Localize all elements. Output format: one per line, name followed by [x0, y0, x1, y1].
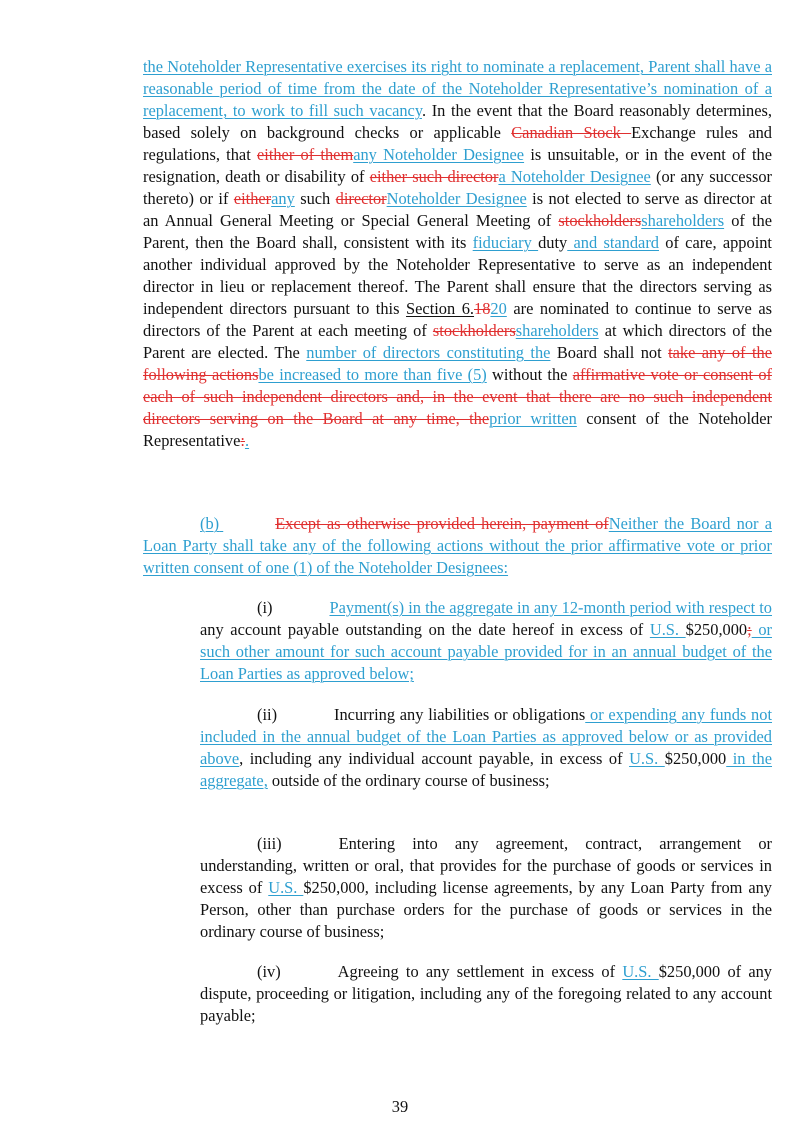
body-text: Exchange rules and regulations, that: [143, 123, 773, 164]
body-text: $250,000 of any dispute, proceeding or litigation, including any of the foregoing related to any account payable;: [200, 962, 773, 1025]
inserted-text: in the aggregate,: [200, 749, 773, 790]
body-text: (or any successor thereto) or if: [143, 167, 772, 208]
inserted-text: Neither the Board nor a Loan Party shall take any of the following actions without the prior affirmative vote or prior written consent of one (1) of the Noteholder Designees:: [143, 514, 772, 577]
inserted-text: or expending any funds not included in the annual budget of the Loan Parties as approved below or as provided above: [200, 705, 773, 768]
inserted-text: shareholders: [641, 211, 725, 230]
body-text: is not elected to serve as director at an Annual General Meeting or Special General Meeting of: [143, 189, 772, 230]
deleted-text: either of them: [256, 145, 354, 164]
paragraph-label: (b): [200, 514, 220, 533]
body-text: duty: [538, 233, 568, 252]
deleted-text: :: [240, 431, 245, 450]
deleted-text: either: [233, 189, 272, 208]
body-text: $250,000: [664, 749, 727, 768]
page-number: 39: [391, 1097, 409, 1116]
deleted-text: either such director: [369, 167, 499, 186]
inserted-text: U.S.: [622, 962, 659, 981]
body-text: such: [294, 189, 336, 208]
body-text: , including any individual account payable, in excess of: [239, 749, 630, 768]
body-text: Entering into any agreement, contract, arrangement or understanding, written or oral, that provides for the purchase of goods or services in excess of: [200, 834, 772, 897]
inserted-text: shareholders: [515, 321, 599, 340]
item-label: (iii): [257, 834, 282, 853]
body-text: Incurring any liabilities or obligations: [334, 705, 586, 724]
body-text: Agreeing to any settlement in excess of: [337, 962, 623, 981]
inserted-text: 20: [490, 299, 507, 318]
body-text: $250,000: [685, 620, 748, 639]
item-label: (iv): [257, 962, 281, 981]
item-iii: [200, 833, 772, 943]
inserted-text: U.S.: [649, 620, 686, 639]
item-iv: [200, 961, 772, 1027]
body-text: Board shall not: [550, 343, 669, 362]
inserted-text: U.S.: [629, 749, 665, 768]
inserted-text: a Noteholder Designee: [498, 167, 651, 186]
body-text: any account payable outstanding on the date hereof in excess of: [200, 620, 650, 639]
body-text: without the: [486, 365, 573, 384]
paragraph-b: [143, 513, 772, 579]
inserted-text: .: [244, 431, 250, 450]
paragraph-a-continuation: [143, 56, 772, 452]
inserted-text: U.S.: [268, 878, 304, 897]
body-text: at which directors of the Parent are elected. The: [143, 321, 772, 362]
deleted-text: take any of the following actions: [143, 343, 772, 384]
item-ii: [200, 704, 772, 792]
deleted-text: director: [335, 189, 387, 208]
inserted-text: prior written: [489, 409, 577, 428]
item-i: [200, 597, 772, 685]
body-text: of the Parent, then the Board shall, consistent with its: [143, 211, 773, 252]
deleted-text: stockholders: [432, 321, 516, 340]
deleted-text: ;: [747, 620, 752, 639]
inserted-text: any: [271, 189, 295, 208]
inserted-text: Noteholder Designee: [386, 189, 527, 208]
deleted-text: Except as otherwise provided herein, payment of: [275, 514, 609, 533]
inserted-text: Payment(s) in the aggregate in any 12-month period with respect to: [329, 598, 772, 617]
inserted-text: fiduciary: [472, 233, 539, 252]
inserted-text: the Noteholder Representative exercises its right to nominate a replacement, Parent shall have a reasonable period of time from the date of the Noteholder Representative’s nomination of a replacement, to work to fill such vacancy: [143, 57, 772, 120]
inserted-text: or such other amount for such account payable provided for in an annual budget of the Loan Parties as approved below;: [200, 620, 772, 683]
deleted-text: stockholders: [558, 211, 642, 230]
body-text: of care, appoint another individual approved by the Noteholder Representative to serve as an independent director in lieu or replacement thereof. The Parent shall ensure that the directors serving as independent directors pursuant to this: [143, 233, 772, 318]
inserted-text: be increased to more than five (5): [258, 365, 487, 384]
body-text: outside of the ordinary course of business;: [267, 771, 550, 790]
body-text: . In the event that the Board reasonably determines, based solely on background checks or applicable: [143, 101, 772, 142]
body-text: are nominated to continue to serve as directors of the Parent at each meeting of: [143, 299, 772, 340]
body-text: $250,000, including license agreements, by any Loan Party from any Person, other than purchase orders for the purchase of goods or services in the ordinary course of business;: [200, 878, 773, 941]
item-label: (ii): [257, 705, 278, 724]
section-reference: Section 6.: [406, 299, 475, 318]
inserted-text: and standard: [567, 233, 659, 252]
body-text: consent of the Noteholder Representative: [143, 409, 772, 450]
body-text: is unsuitable, or in the event of the resignation, death or disability of: [143, 145, 772, 186]
inserted-text: number of directors constituting the: [306, 343, 551, 362]
deleted-text: affirmative vote or consent of each of such independent directors and, in the event that there are no such independent directors serving on the Board at any time, the: [143, 365, 772, 428]
deleted-text: 18: [474, 299, 491, 318]
deleted-text: Canadian Stock: [511, 123, 632, 142]
item-label: (i): [257, 598, 273, 617]
inserted-text: any Noteholder Designee: [353, 145, 525, 164]
